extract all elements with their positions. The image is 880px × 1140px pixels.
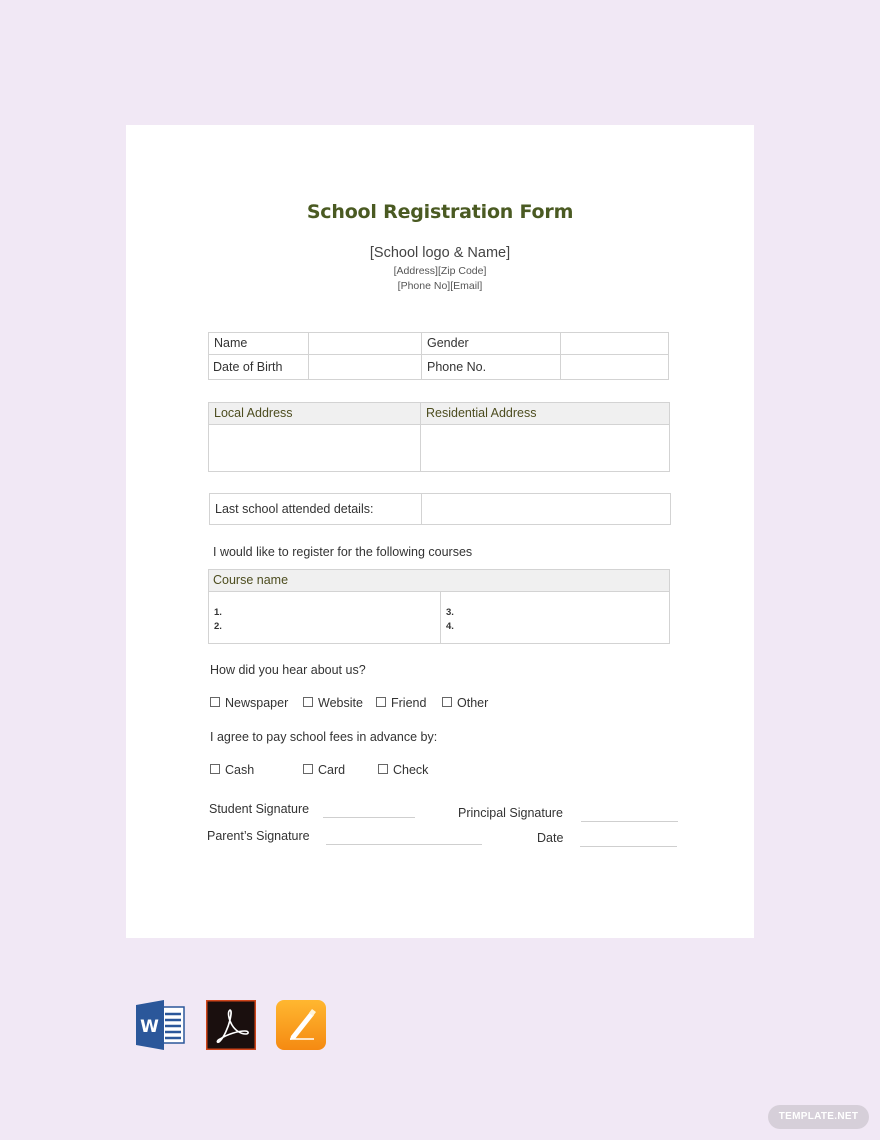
- school-name-placeholder: [School logo & Name]: [369, 245, 511, 261]
- residential-address-label: Residential Address: [426, 406, 537, 420]
- course-item-4[interactable]: 4.: [446, 621, 454, 632]
- dob-label: Date of Birth: [213, 360, 283, 374]
- watermark-badge: TEMPLATE.NET: [768, 1105, 869, 1129]
- course-name-header: Course name: [213, 573, 289, 587]
- date-label: Date: [537, 831, 564, 845]
- parent-signature-line[interactable]: [326, 844, 482, 845]
- option-card[interactable]: Card: [303, 763, 345, 777]
- student-signature-line[interactable]: [323, 817, 415, 818]
- checkbox-icon[interactable]: [210, 764, 220, 774]
- gender-field[interactable]: [562, 333, 667, 353]
- checkbox-icon[interactable]: [210, 697, 220, 707]
- option-cash[interactable]: Cash: [210, 763, 254, 777]
- local-address-label: Local Address: [214, 406, 293, 420]
- residential-address-field[interactable]: [422, 426, 668, 470]
- course-item-3[interactable]: 3.: [446, 607, 454, 618]
- option-newspaper[interactable]: Newspaper: [210, 696, 288, 710]
- local-address-field[interactable]: [210, 426, 418, 470]
- checkbox-icon[interactable]: [376, 697, 386, 707]
- checkbox-icon[interactable]: [303, 697, 313, 707]
- phone-field[interactable]: [562, 356, 667, 378]
- form-document: [126, 125, 754, 938]
- date-line[interactable]: [580, 846, 677, 847]
- courses-table: [208, 569, 670, 644]
- word-icon[interactable]: [136, 1000, 186, 1050]
- hear-about-question: How did you hear about us?: [210, 663, 366, 677]
- principal-signature-line[interactable]: [581, 821, 678, 822]
- option-check[interactable]: Check: [378, 763, 428, 777]
- course-item-2[interactable]: 2.: [214, 621, 222, 632]
- dob-field[interactable]: [310, 356, 420, 378]
- contact-placeholder: [Phone No][Email]: [397, 280, 483, 292]
- phone-label: Phone No.: [427, 360, 487, 374]
- student-signature-label: Student Signature: [209, 802, 310, 816]
- option-other[interactable]: Other: [442, 696, 488, 710]
- checkbox-icon[interactable]: [378, 764, 388, 774]
- gender-label: Gender: [427, 336, 469, 350]
- personal-info-table: [208, 332, 669, 380]
- last-school-label: Last school attended details:: [215, 502, 374, 516]
- name-label: Name: [214, 336, 248, 350]
- checkbox-icon[interactable]: [303, 764, 313, 774]
- parent-signature-label: Parent’s Signature: [207, 829, 310, 843]
- last-school-field[interactable]: [423, 495, 669, 523]
- payment-question: I agree to pay school fees in advance by:: [210, 730, 438, 744]
- form-title: School Registration Form: [306, 201, 574, 223]
- principal-signature-label: Principal Signature: [458, 806, 563, 820]
- name-field[interactable]: [310, 333, 420, 353]
- option-website[interactable]: Website: [303, 696, 363, 710]
- courses-intro: I would like to register for the following courses: [213, 545, 473, 559]
- option-friend[interactable]: Friend: [376, 696, 426, 710]
- pdf-icon[interactable]: [206, 1000, 256, 1050]
- pages-icon[interactable]: [276, 1000, 326, 1050]
- course-item-1[interactable]: 1.: [214, 607, 222, 618]
- last-school-table: [209, 493, 671, 525]
- checkbox-icon[interactable]: [442, 697, 452, 707]
- address-table: [208, 402, 670, 472]
- word-letter: W: [140, 1017, 159, 1037]
- address-placeholder: [Address][Zip Code]: [393, 265, 487, 277]
